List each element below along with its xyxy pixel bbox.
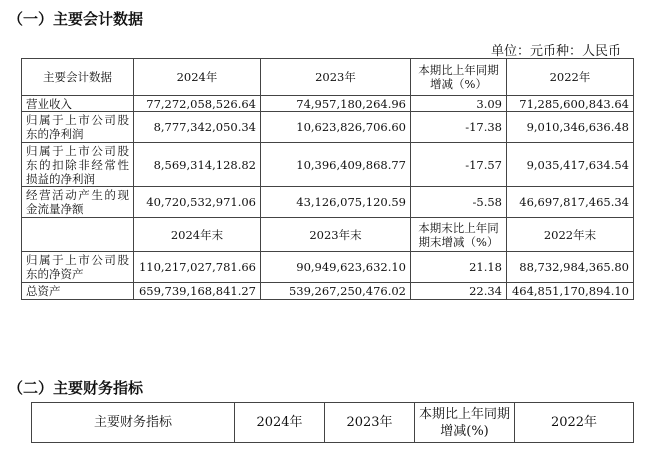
value-cell: 539,267,250,476.02: [261, 283, 411, 300]
value-cell: 10,396,409,868.77: [261, 143, 411, 187]
header-cell: 本期比上年同期增减（%）: [411, 59, 507, 96]
value-cell: 40,720,532,971.06: [134, 187, 261, 218]
header-cell: 本期比上年同期增减(%): [415, 403, 515, 443]
header-cell: 本期末比上年同期末增减（%）: [411, 218, 507, 252]
header-cell: 2023年: [325, 403, 415, 443]
row-label: 营业收入: [22, 96, 134, 112]
value-cell: 8,569,314,128.82: [134, 143, 261, 187]
section-title-accounting-data: （一）主要会计数据: [8, 10, 144, 28]
table-row: [22, 96, 634, 112]
header-cell: 2023年: [261, 59, 411, 96]
value-cell: 77,272,058,526.64: [134, 96, 261, 112]
value-cell: 90,949,623,632.10: [261, 252, 411, 283]
row-label: 归属于上市公司股东的净资产: [22, 252, 134, 283]
value-cell: 9,035,417,634.54: [507, 143, 634, 187]
header-cell: 2024年: [134, 59, 261, 96]
value-cell: -17.57: [411, 143, 507, 187]
row-label: 归属于上市公司股东的净利润: [22, 112, 134, 143]
row-label: 经营活动产生的现金流量净额: [22, 187, 134, 218]
table-header-row: [22, 59, 634, 96]
header-cell: 主要财务指标: [32, 403, 235, 443]
table-row: [22, 283, 634, 300]
value-cell: -17.38: [411, 112, 507, 143]
value-cell: 9,010,346,636.48: [507, 112, 634, 143]
value-cell: 46,697,817,465.34: [507, 187, 634, 218]
section-title-financial-indicators: （二）主要财务指标: [8, 379, 144, 397]
table-subheader-row: [22, 218, 634, 252]
table-row: [22, 143, 634, 187]
header-cell: 主要会计数据: [22, 59, 134, 96]
row-label: 总资产: [22, 283, 134, 300]
table-header-row: [32, 403, 634, 443]
row-label: 归属于上市公司股东的扣除非经常性损益的净利润: [22, 143, 134, 187]
accounting-data-table: [21, 58, 634, 300]
header-cell: 2022年: [515, 403, 634, 443]
financial-indicators-table: [31, 402, 634, 443]
value-cell: 3.09: [411, 96, 507, 112]
header-cell: 2024年末: [134, 218, 261, 252]
value-cell: -5.58: [411, 187, 507, 218]
value-cell: 74,957,180,264.96: [261, 96, 411, 112]
value-cell: 10,623,826,706.60: [261, 112, 411, 143]
value-cell: 659,739,168,841.27: [134, 283, 261, 300]
table-row: [22, 187, 634, 218]
header-cell: [22, 218, 134, 252]
header-cell: 2023年末: [261, 218, 411, 252]
value-cell: 8,777,342,050.34: [134, 112, 261, 143]
header-cell: 2024年: [235, 403, 325, 443]
value-cell: 71,285,600,843.64: [507, 96, 634, 112]
value-cell: 21.18: [411, 252, 507, 283]
unit-label: 单位：元币种：人民币: [490, 44, 621, 59]
value-cell: 464,851,170,894.10: [507, 283, 634, 300]
value-cell: 43,126,075,120.59: [261, 187, 411, 218]
value-cell: 22.34: [411, 283, 507, 300]
value-cell: 110,217,027,781.66: [134, 252, 261, 283]
table-row: [22, 112, 634, 143]
header-cell: 2022年末: [507, 218, 634, 252]
header-cell: 2022年: [507, 59, 634, 96]
table-row: [22, 252, 634, 283]
value-cell: 88,732,984,365.80: [507, 252, 634, 283]
